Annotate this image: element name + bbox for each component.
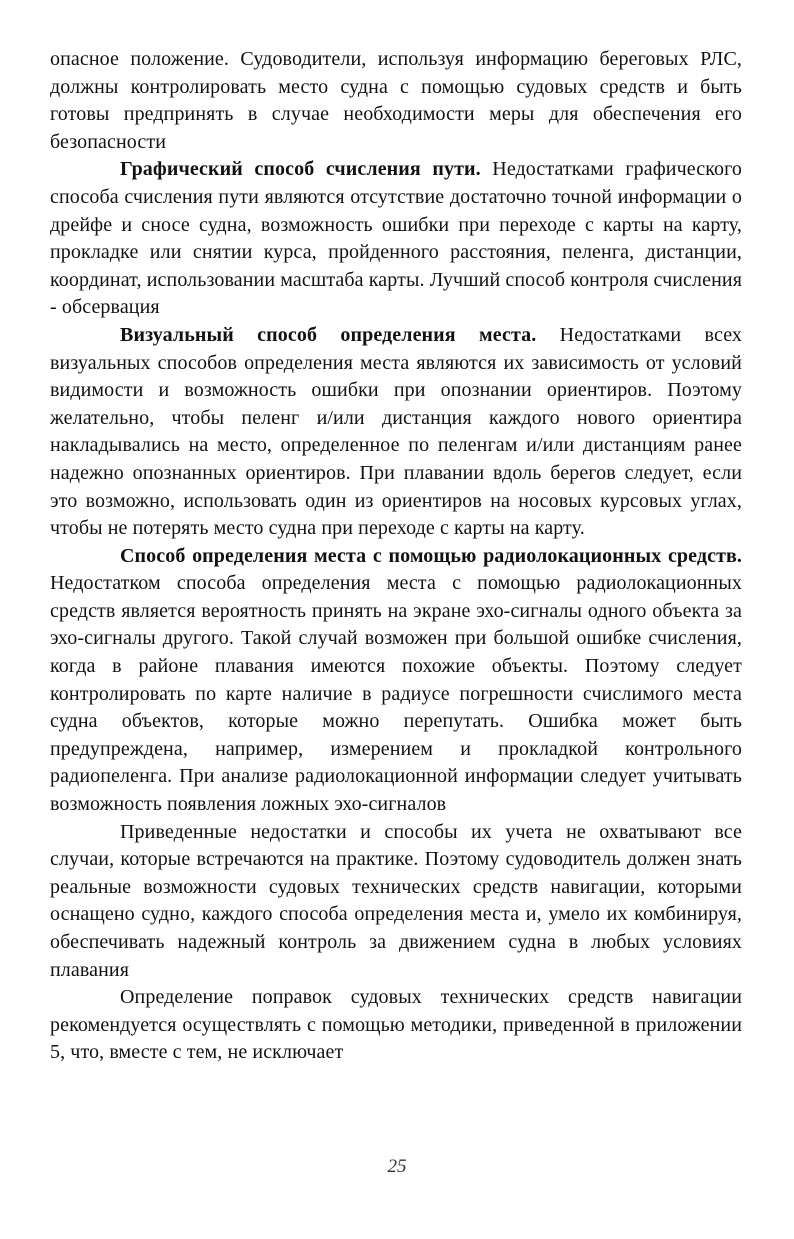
paragraph-1 bbox=[50, 46, 742, 156]
paragraph-4-heading: Способ определения места с помощью радиолокационных средств. bbox=[120, 544, 742, 567]
paragraph-corrections bbox=[50, 984, 742, 1067]
paragraph-summary bbox=[50, 819, 742, 985]
paragraph-3-text: Недостатками всех визуальных способов определения места являются их зависимость от условий видимости и возможность ошибки при опознании ориентиров. Поэтому желательно, чтобы пеленг и/или дистанция каждого нового ориентира накладывались на место, определенное по пеленгам и/или дистанциям ранее надежно опознанных ориентиров. При плавании вдоль берегов следует, если это возможно, использовать один из ориентиров на носовых курсовых углах, чтобы не потерять место судна при переходе с карты на карту. bbox=[50, 323, 743, 540]
paragraph-3-heading: Визуальный способ определения места. bbox=[120, 323, 537, 346]
page-number: 25 bbox=[387, 1156, 407, 1177]
paragraph-4-text: Недостатком способа определения места с помощью радиолокационных средств является вероятность принять на экране эхо-сигналы одного объекта за эхо-сигналы другого. Такой случай возможен при большой ошибке счисления, когда в районе плавания имеются похожие объекты. Поэтому следует контролировать по карте наличие в радиусе погрешности счислимого места судна объектов, которые можно перепутать. Ошибка может быть предупреждена, например, измерением и прокладкой контрольного радиопеленга. При анализе радиолокационной информации следует учитывать возможность появления ложных эхо-сигналов bbox=[50, 572, 742, 816]
paragraph-6-text: Определение поправок судовых технических средств навигации рекомендуется осуществлять с помощью методики, приведенной в приложении 5, что, вместе с тем, не исключает bbox=[50, 986, 742, 1064]
paragraph-radar-fix bbox=[50, 543, 742, 819]
paragraph-2-heading: Графический способ счисления пути. bbox=[120, 158, 481, 181]
paragraph-1-text: опасное положение. Судоводители, используя информацию береговых РЛС, должны контролировать место судна с помощью судовых средств и быть готовы предпринять в случае необходимости меры для обеспечения его безопасности bbox=[50, 48, 742, 153]
paragraph-graphic-dead-reckoning bbox=[50, 156, 742, 322]
page-body bbox=[50, 46, 742, 1067]
paragraph-2-text: Недостатками графического способа счисления пути являются отсутствие достаточно точной информации о дрейфе и сносе судна, возможность ошибки при переходе с карты на карту, прокладке или снятии курса, пройденного расстояния, пеленга, дистанции, координат, использовании масштаба карты. Лучший способ контроля счисления - обсервация bbox=[50, 158, 743, 319]
paragraph-visual-fix bbox=[50, 322, 742, 543]
paragraph-5-text: Приведенные недостатки и способы их учета не охватывают все случаи, которые встречаются на практике. Поэтому судоводитель должен знать реальные возможности судовых технических средств навигации, которыми оснащено судно, каждого способа определения места и, умело их комбинируя, обеспечивать надежный контроль за движением судна в любых условиях плавания bbox=[50, 820, 742, 981]
